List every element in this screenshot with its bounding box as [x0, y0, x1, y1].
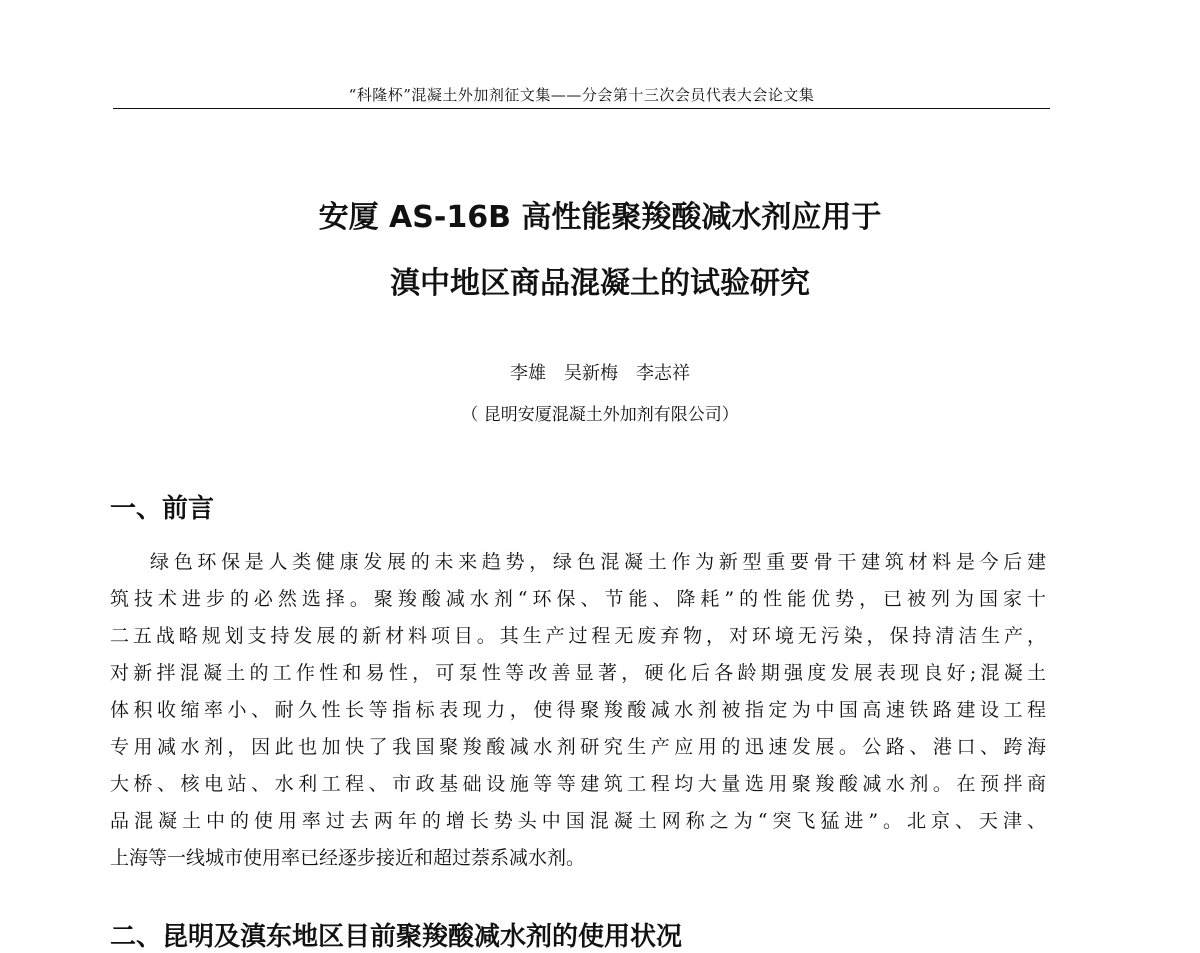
paragraph-line: 专用减水剂，因此也加快了我国聚羧酸减水剂研究生产应用的迅速发展。公路、港口、跨海: [110, 736, 1046, 758]
section-heading-1: 一、前言: [110, 494, 215, 524]
header-rule: [113, 108, 1050, 109]
paragraph-line: 大桥、核电站、水利工程、市政基础设施等等建筑工程均大量选用聚羧酸减水剂。在预拌商: [110, 773, 1046, 795]
section-heading-2: 二、昆明及滇东地区目前聚羧酸减水剂的使用状况: [110, 922, 683, 952]
paragraph-line: 绿色环保是人类健康发展的未来趋势，绿色混凝土作为新型重要骨干建筑材料是今后建: [150, 551, 1046, 573]
authors: 李雄 吴新梅 李志祥: [510, 363, 690, 384]
paragraph-line: 上海等一线城市使用率已经逐步接近和超过萘系减水剂。: [110, 847, 586, 869]
paper-title-line-1: 安厦 AS-16B 高性能聚羧酸减水剂应用于: [318, 200, 882, 235]
paragraph-line: 筑技术进步的必然选择。聚羧酸减水剂“环保、节能、降耗”的性能优势，已被列为国家十: [110, 588, 1046, 610]
paragraph-line: 二五战略规划支持发展的新材料项目。其生产过程无废弃物，对环境无污染，保持清洁生产，: [110, 625, 1046, 647]
paper-title-line-2: 滇中地区商品混凝土的试验研究: [390, 266, 810, 301]
affiliation: （ 昆明安厦混凝土外加剂有限公司）: [461, 405, 739, 425]
paragraph-line: 对新拌混凝土的工作性和易性，可泵性等改善显著，硬化后各龄期强度发展表现良好;混凝土: [110, 662, 1046, 684]
running-header: “科隆杯”混凝土外加剂征文集——分会第十三次会员代表大会论文集: [348, 86, 815, 104]
paragraph-line: 体积收缩率小、耐久性长等指标表现力，使得聚羧酸减水剂被指定为中国高速铁路建设工程: [110, 699, 1046, 721]
paragraph-line: 品混凝土中的使用率过去两年的增长势头中国混凝土网称之为“突飞猛进”。北京、天津、: [110, 810, 1046, 832]
